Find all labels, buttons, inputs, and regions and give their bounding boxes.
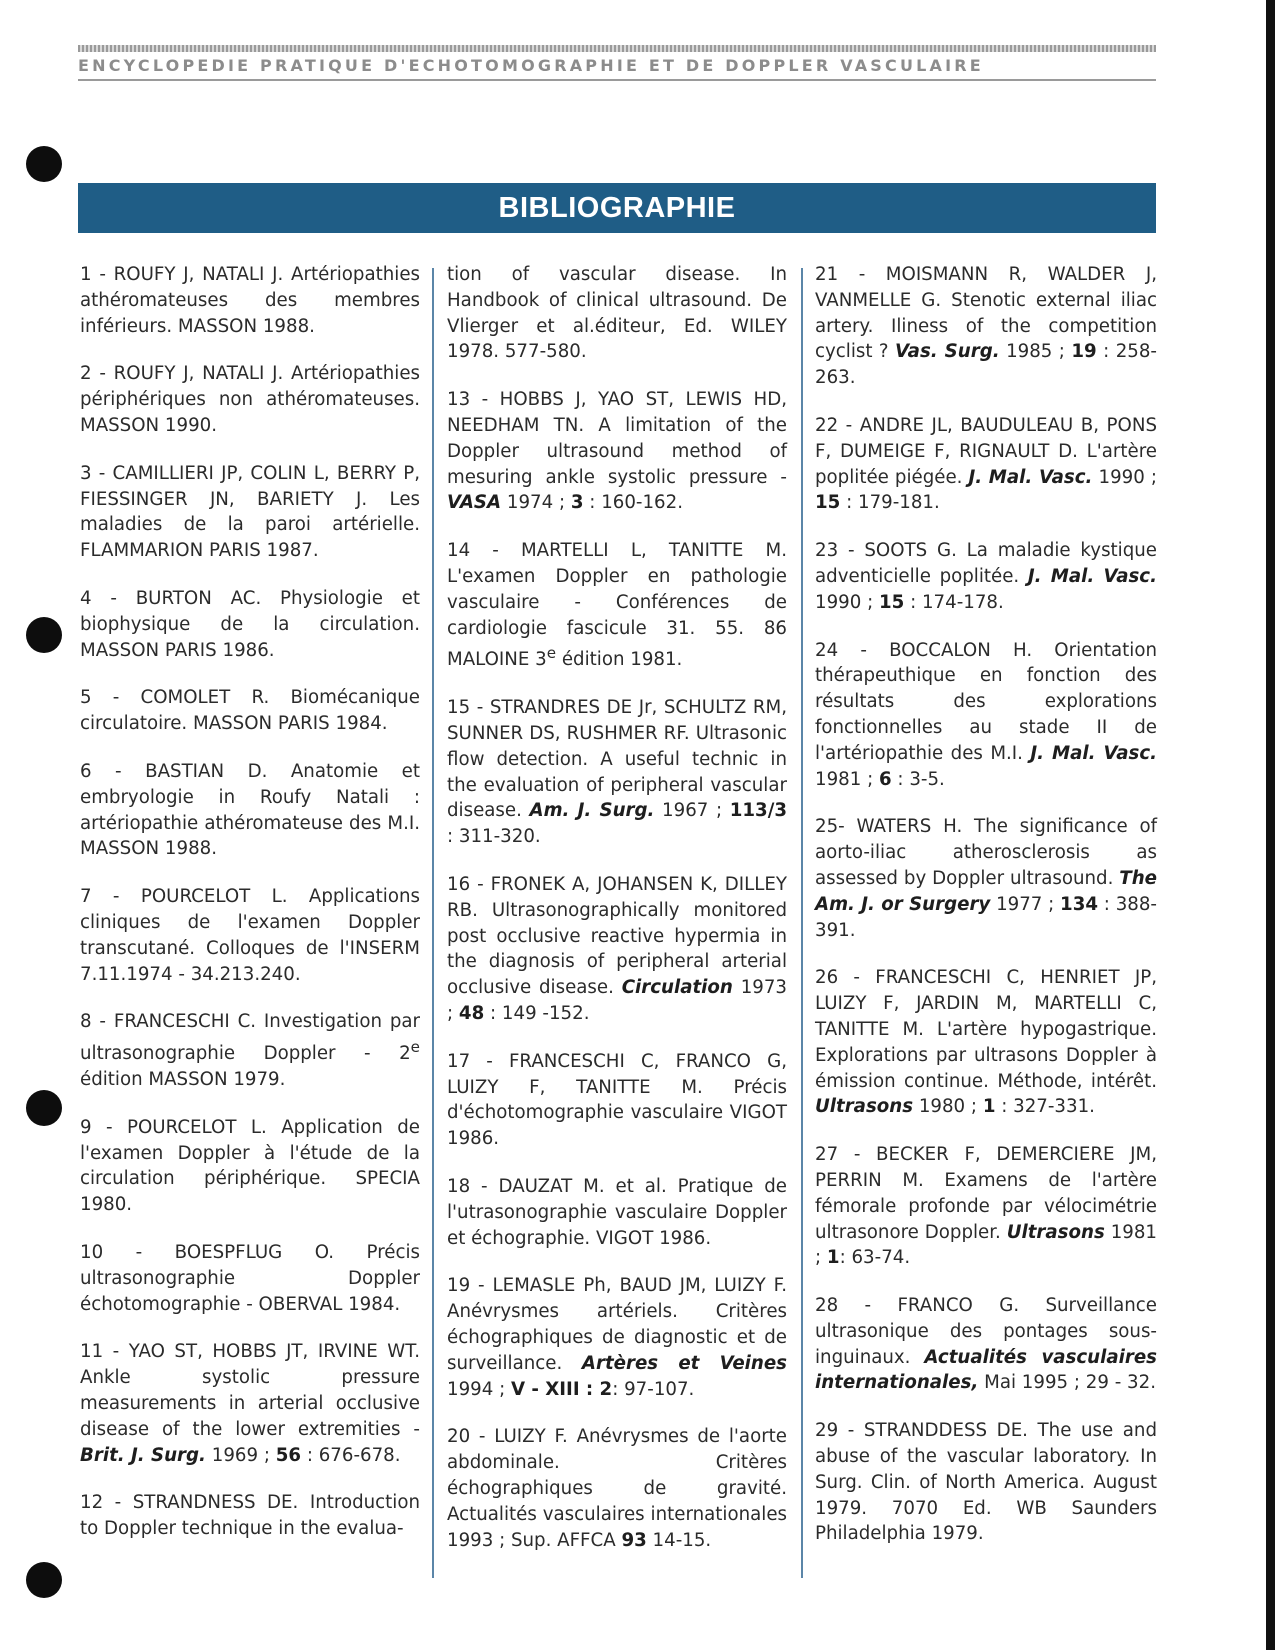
reference-entry: 12 - STRANDNESS DE. Introduction to Doppler technique in the evalua- <box>80 1492 420 1540</box>
reference-pages: 14-15. <box>646 1529 712 1551</box>
reference-entry <box>80 1339 420 1468</box>
header-band <box>78 45 1156 52</box>
column-divider-2 <box>801 268 803 1578</box>
volume-number: 1 <box>826 1247 840 1269</box>
reference-entry <box>815 538 1157 615</box>
section-title: BIBLIOGRAPHIE <box>498 191 736 224</box>
volume-number: 15 <box>878 591 905 613</box>
reference-entry <box>815 814 1157 943</box>
reference-year: 1969 ; <box>205 1444 276 1466</box>
volume-number: 48 <box>458 1002 485 1024</box>
journal-name: Artères et Veines <box>581 1352 787 1374</box>
binder-hole-2 <box>26 617 62 653</box>
reference-entry: 1 - ROUFY J, NATALI J. Artériopathies athéromateuses des membres inférieurs. MASSON 1988. <box>80 264 420 337</box>
superscript: e <box>410 1038 420 1057</box>
binder-hole-4 <box>26 1562 62 1598</box>
reference-entry <box>447 1424 787 1553</box>
reference-entry <box>447 387 787 516</box>
references-column-2 <box>447 262 787 1575</box>
reference-entry: 17 - FRANCESCHI C, FRANCO G, LUIZY F, TANITTE M. Précis d'échotomographie vasculaire VIGOT 1986. <box>447 1050 787 1150</box>
reference-year: 1985 ; <box>999 341 1072 363</box>
reference-entry: 6 - BASTIAN D. Anatomie et embryologie in Roufy Natali : artériopathie athéromateuse des M.I. MASSON 1988. <box>80 760 420 860</box>
volume-number: 6 <box>878 768 892 790</box>
reference-year: 1974 ; <box>501 492 571 514</box>
journal-name: Vas. Surg. <box>895 341 1000 363</box>
section-title-bar <box>78 183 1156 233</box>
reference-entry <box>815 1293 1157 1396</box>
reference-pages: édition MASSON 1979. <box>80 1068 286 1090</box>
reference-entry: 29 - STRANDDESS DE. The use and abuse of the vascular laboratory. In Surg. Clin. of North America. August 1979. 7070 Ed. WB Saunders Philadelphia 1979. <box>815 1420 1157 1545</box>
reference-text: 28 - FRANCO G. Surveillance ultrasonique des pontages sous-inguinaux. <box>815 1295 1157 1368</box>
reference-text: 11 - YAO ST, HOBBS JT, IRVINE WT. Ankle systolic pressure measurements in arterial occlusive disease of the lower extremities - <box>80 1341 420 1440</box>
reference-entry: 7 - POURCELOT L. Applications cliniques de l'examen Doppler transcutané. Colloques de l'INSERM 7.11.1974 - 34.213.240. <box>80 886 420 985</box>
volume-number: 1 <box>982 1096 996 1118</box>
reference-pages: : 179-181. <box>840 492 940 514</box>
reference-year: 1980 ; <box>913 1096 983 1118</box>
reference-text: 16 - FRONEK A, JOHANSEN K, DILLEY RB. Ultrasonographically monitored post occlusive reactive hypermia in the diagnosis of peripheral arterial occlusive disease. <box>447 874 787 999</box>
reference-year: 1990 ; <box>815 591 879 613</box>
references-column-3 <box>815 262 1157 1569</box>
reference-text: 25- WATERS H. The significance of aorto-iliac atherosclerosis as assessed by Doppler ultrasound. <box>815 816 1157 889</box>
journal-name: Actualités vasculaires internationales, <box>815 1346 1157 1394</box>
column-divider-1 <box>432 268 434 1578</box>
reference-text: 24 - BOCCALON H. Orientation thérapeuthique en fonction des résultats des explorations fonctionnelles au stade II de l'artériopathie des M.I. <box>815 639 1157 764</box>
binder-hole-1 <box>26 146 62 182</box>
reference-year: 1967 ; <box>654 800 730 822</box>
reference-entry <box>815 1142 1157 1271</box>
journal-name: Circulation <box>621 977 733 999</box>
volume-number: 93 <box>621 1529 647 1551</box>
reference-pages: : 311-320. <box>447 826 541 848</box>
journal-name: VASA <box>447 492 502 514</box>
running-header: ENCYCLOPEDIE PRATIQUE D'ECHOTOMOGRAPHIE ET DE DOPPLER VASCULAIRE <box>78 56 984 75</box>
reference-year: 1981 ; <box>815 1221 1157 1269</box>
references-column-1 <box>80 262 420 1564</box>
reference-text: 15 - STRANDRES DE Jr, SCHULTZ RM, SUNNER DS, RUSHMER RF. Ultrasonic flow detection. A useful technic in the evaluation of peripheral vascular disease. <box>447 697 787 822</box>
reference-pages: : 676-678. <box>301 1444 401 1466</box>
volume-number: V - XIII : 2 <box>510 1378 613 1400</box>
reference-entry: 5 - COMOLET R. Biomécanique circulatoire. MASSON PARIS 1984. <box>80 687 420 735</box>
reference-entry <box>80 1009 420 1092</box>
journal-name: J. Mal. Vasc. <box>1027 565 1157 587</box>
journal-name: J. Mal. Vasc. <box>968 466 1093 488</box>
reference-text: 19 - LEMASLE Ph, BAUD JM, LUIZY F. Anévrysmes artériels. Critères échographiques de diagnostic et de surveillance. <box>447 1275 787 1374</box>
reference-entry <box>447 538 787 673</box>
reference-entry <box>815 965 1157 1120</box>
reference-entry: 10 - BOESPFLUG O. Précis ultrasonographie Doppler échotomographie - OBERVAL 1984. <box>80 1241 420 1315</box>
journal-name: J. Mal. Vasc. <box>1030 742 1158 764</box>
reference-year: 1973 ; <box>447 977 787 1024</box>
reference-entry: 4 - BURTON AC. Physiologie et biophysique de la circulation. MASSON PARIS 1986. <box>80 587 420 661</box>
reference-text: 23 - SOOTS G. La maladie kystique adventicielle poplitée. <box>815 540 1157 587</box>
page-edge <box>1266 0 1275 1650</box>
reference-pages: : 388-391. <box>815 893 1157 941</box>
reference-text: 22 - ANDRE JL, BAUDULEAU B, PONS F, DUMEIGE F, RIGNAULT D. L'artère poplitée piégée. <box>815 414 1157 488</box>
reference-text: 21 - MOISMANN R, WALDER J, VANMELLE G. Stenotic external iliac artery. Iliness of the competition cyclist ? <box>815 264 1157 363</box>
reference-entry <box>447 695 787 850</box>
volume-number: 134 <box>1060 893 1099 915</box>
volume-number: 113/3 <box>729 800 787 822</box>
superscript: e <box>546 644 557 663</box>
reference-text: 20 - LUIZY F. Anévrysmes de l'aorte abdominale. Critères échographiques de gravité. Actualités vasculaires internationales 1993 ; Sup. AFFCA <box>447 1426 787 1551</box>
reference-year: 1981 ; <box>815 768 879 790</box>
reference-text: 27 - BECKER F, DEMERCIERE JM, PERRIN M. Examens de l'artère fémorale profonde par vélocimétrie ultrasonore Doppler. <box>815 1144 1157 1243</box>
header-rule <box>78 79 1156 81</box>
reference-text: 13 - HOBBS J, YAO ST, LEWIS HD, NEEDHAM TN. A limitation of the Doppler ultrasound method of mesuring ankle systolic pressure - <box>447 389 787 488</box>
reference-entry <box>815 262 1157 391</box>
journal-name: Ultrasons <box>1006 1221 1105 1243</box>
reference-pages: : 97-107. <box>612 1378 695 1400</box>
reference-year: 1994 ; <box>447 1378 511 1400</box>
reference-text: 8 - FRANCESCHI C. Investigation par ultrasonographie Doppler - 2 <box>80 1011 420 1065</box>
reference-entry <box>447 1273 787 1402</box>
reference-pages: : 327-331. <box>995 1096 1095 1118</box>
reference-year: 1977 ; <box>990 893 1061 915</box>
reference-entry <box>815 638 1157 793</box>
volume-number: 56 <box>275 1444 302 1466</box>
journal-name: Brit. J. Surg. <box>80 1444 206 1466</box>
reference-text: 26 - FRANCESCHI C, HENRIET JP, LUIZY F, JARDIN M, MARTELLI C, TANITTE M. L'artère hypogastrique. Explorations par ultrasons Doppler à émission continue. Méthode, intérêt. <box>815 967 1157 1092</box>
reference-pages: : 160-162. <box>583 492 683 514</box>
journal-name: Ultrasons <box>815 1096 914 1118</box>
reference-year: 1990 ; <box>1092 466 1158 488</box>
volume-number: 19 <box>1071 341 1097 363</box>
reference-entry: 9 - POURCELOT L. Application de l'examen Doppler à l'étude de la circulation périphérique. SPECIA 1980. <box>80 1116 420 1216</box>
reference-pages: : 149 -152. <box>484 1002 590 1024</box>
journal-name: Am. J. Surg. <box>529 800 655 822</box>
reference-pages: : 3-5. <box>891 768 945 790</box>
reference-entry <box>815 413 1157 516</box>
reference-pages: : 63-74. <box>839 1247 911 1269</box>
reference-text: 14 - MARTELLI L, TANITTE M. L'examen Doppler en pathologie vasculaire - Conférences de cardiologie fascicule 31. 55. 86 MALOINE 3 <box>447 540 787 671</box>
reference-year: Mai 1995 ; 29 - 32. <box>978 1372 1156 1394</box>
reference-entry <box>447 872 787 1027</box>
binder-hole-3 <box>26 1090 62 1126</box>
reference-entry: 18 - DAUZAT M. et al. Pratique de l'utrasonographie vasculaire Doppler et échographie. VIGOT 1986. <box>447 1175 787 1249</box>
reference-pages: édition 1981. <box>556 649 683 671</box>
reference-entry: 2 - ROUFY J, NATALI J. Artériopathies périphériques non athéromateuses. MASSON 1990. <box>80 363 420 436</box>
reference-pages: : 174-178. <box>904 591 1004 613</box>
reference-entry: tion of vascular disease. In Handbook of clinical ultrasound. De Vlierger et al.éditeur, Ed. WILEY 1978. 577-580. <box>447 264 787 363</box>
journal-name: The Am. J. or Surgery <box>815 867 1157 915</box>
volume-number: 15 <box>815 492 841 514</box>
reference-entry: 3 - CAMILLIERI JP, COLIN L, BERRY P, FIESSINGER JN, BARIETY J. Les maladies de la paroi artérielle. FLAMMARION PARIS 1987. <box>80 462 420 562</box>
volume-number: 3 <box>570 492 584 514</box>
reference-pages: : 258-263. <box>815 341 1157 389</box>
